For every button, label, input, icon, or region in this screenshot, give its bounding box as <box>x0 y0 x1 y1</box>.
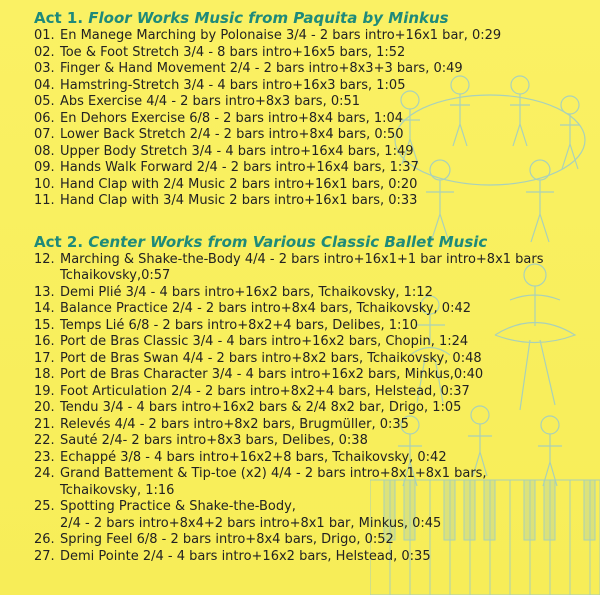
track-item <box>34 127 594 144</box>
track-number: 15. <box>34 317 55 333</box>
track-number: 03. <box>34 61 55 76</box>
act1-track-list <box>34 28 594 210</box>
track-item <box>34 45 594 62</box>
track-number: 09. <box>34 160 55 175</box>
track-number: 05. <box>34 94 55 109</box>
act1-label: Act 1. <box>34 9 84 27</box>
track-number: 02. <box>34 44 55 60</box>
track-title: Port de Bras Classic 3/4 - 4 bars intro+16x2 bars, Chopin, 1:24 <box>60 334 469 349</box>
act2-track-list <box>34 252 594 566</box>
track-title: Grand Battement & Tip-toe (x2) 4/4 - 2 bars intro+8x1+8x1 bars, <box>60 466 487 481</box>
track-item <box>34 450 594 467</box>
track-item <box>34 384 594 401</box>
track-item <box>34 285 594 302</box>
track-item <box>34 466 594 499</box>
track-title-continued: Tchaikovsky,0:57 <box>60 268 171 283</box>
track-title: Lower Back Stretch 2/4 - 2 bars intro+8x4 bars, 0:50 <box>60 127 404 142</box>
track-number: 27. <box>34 548 55 564</box>
track-item <box>34 400 594 417</box>
track-title: Foot Articulation 2/4 - 2 bars intro+8x2+4 bars, Helstead, 0:37 <box>60 383 470 399</box>
track-title: Temps Lié 6/8 - 2 bars intro+8x2+4 bars, Delibes, 1:10 <box>60 317 418 333</box>
track-title: Hamstring-Stretch 3/4 - 4 bars intro+16x3 bars, 1:05 <box>60 77 406 93</box>
track-title: En Manege Marching by Polonaise 3/4 - 2 bars intro+16x1 bar, 0:29 <box>60 28 502 43</box>
track-item <box>34 549 594 566</box>
track-item <box>34 334 594 351</box>
track-number: 12. <box>34 251 55 267</box>
track-item <box>34 78 594 95</box>
track-number: 10. <box>34 176 55 192</box>
track-title: Port de Bras Swan 4/4 - 2 bars intro+8x2 bars, Tchaikovsky, 0:48 <box>60 350 482 366</box>
track-title: Sauté 2/4- 2 bars intro+8x3 bars, Delibes, 0:38 <box>60 433 368 448</box>
track-title: Marching & Shake-the-Body 4/4 - 2 bars intro+16x1+1 bar intro+8x1 bars <box>60 251 544 267</box>
track-title: Upper Body Stretch 3/4 - 4 bars intro+16x4 bars, 1:49 <box>60 143 414 159</box>
act1-subtitle: Floor Works Music from Paquita by Minkus <box>88 9 449 27</box>
track-number: 07. <box>34 127 55 142</box>
track-item <box>34 160 594 177</box>
track-number: 16. <box>34 334 55 349</box>
track-title: Echappé 3/8 - 4 bars intro+16x2+8 bars, Tchaikovsky, 0:42 <box>60 449 447 465</box>
track-number: 01. <box>34 28 55 43</box>
track-item <box>34 144 594 161</box>
track-item <box>34 94 594 111</box>
track-item <box>34 318 594 335</box>
track-number: 20. <box>34 400 55 415</box>
track-number: 04. <box>34 77 55 93</box>
track-list-content <box>34 8 594 565</box>
track-title: Demi Plié 3/4 - 4 bars intro+16x2 bars, Tchaikovsky, 1:12 <box>60 284 433 300</box>
track-item <box>34 111 594 128</box>
track-title: En Dehors Exercise 6/8 - 2 bars intro+8x4 bars, 1:04 <box>60 110 404 126</box>
track-title: Finger & Hand Movement 2/4 - 2 bars intro+8x3+3 bars, 0:49 <box>60 61 463 76</box>
track-number: 18. <box>34 367 55 382</box>
track-item <box>34 301 594 318</box>
act1-heading <box>34 8 594 28</box>
track-title: Balance Practice 2/4 - 2 bars intro+8x4 bars, Tchaikovsky, 0:42 <box>60 301 472 316</box>
track-number: 17. <box>34 350 55 366</box>
track-item <box>34 499 594 532</box>
track-number: 11. <box>34 193 55 208</box>
track-item <box>34 252 594 285</box>
track-title: Port de Bras Character 3/4 - 4 bars intro+16x2 bars, Minkus,0:40 <box>60 367 484 382</box>
track-item <box>34 351 594 368</box>
act2-subtitle: Center Works from Various Classic Ballet Music <box>88 232 488 251</box>
track-title: Spring Feel 6/8 - 2 bars intro+8x4 bars, Drigo, 0:52 <box>60 532 394 547</box>
track-title: Abs Exercise 4/4 - 2 bars intro+8x3 bars, 0:51 <box>60 94 361 109</box>
track-number: 25. <box>34 499 55 514</box>
track-title: Hand Clap with 2/4 Music 2 bars intro+16x1 bars, 0:20 <box>60 176 418 192</box>
track-number: 08. <box>34 143 55 159</box>
track-item <box>34 532 594 549</box>
track-number: 14. <box>34 301 55 316</box>
track-number: 24. <box>34 466 55 481</box>
track-number: 13. <box>34 284 55 300</box>
track-title: Spotting Practice & Shake-the-Body, <box>60 499 296 514</box>
track-item <box>34 177 594 194</box>
track-title: Hand Clap with 3/4 Music 2 bars intro+16x1 bars, 0:33 <box>60 193 418 208</box>
track-item <box>34 28 594 45</box>
act2-heading <box>34 232 594 252</box>
track-number: 21. <box>34 416 55 432</box>
track-number: 06. <box>34 110 55 126</box>
track-title: Tendu 3/4 - 4 bars intro+16x2 bars & 2/4 8x2 bar, Drigo, 1:05 <box>60 400 462 415</box>
track-item <box>34 61 594 78</box>
track-item <box>34 433 594 450</box>
act2-label: Act 2. <box>34 232 84 251</box>
track-number: 19. <box>34 383 55 399</box>
track-title: Toe & Foot Stretch 3/4 - 8 bars intro+16x5 bars, 1:52 <box>60 44 406 60</box>
track-title-continued: Tchaikovsky, 1:16 <box>60 482 175 498</box>
track-item <box>34 193 594 210</box>
track-title: Demi Pointe 2/4 - 4 bars intro+16x2 bars, Helstead, 0:35 <box>60 548 431 564</box>
track-number: 23. <box>34 449 55 465</box>
track-title-continued: 2/4 - 2 bars intro+8x4+2 bars intro+8x1 bar, Minkus, 0:45 <box>60 515 442 531</box>
track-number: 22. <box>34 433 55 448</box>
track-title: Relevés 4/4 - 2 bars intro+8x2 bars, Brugmüller, 0:35 <box>60 416 409 432</box>
track-item <box>34 367 594 384</box>
track-number: 26. <box>34 532 55 547</box>
track-item <box>34 417 594 434</box>
track-title: Hands Walk Forward 2/4 - 2 bars intro+16x4 bars, 1:37 <box>60 160 419 175</box>
